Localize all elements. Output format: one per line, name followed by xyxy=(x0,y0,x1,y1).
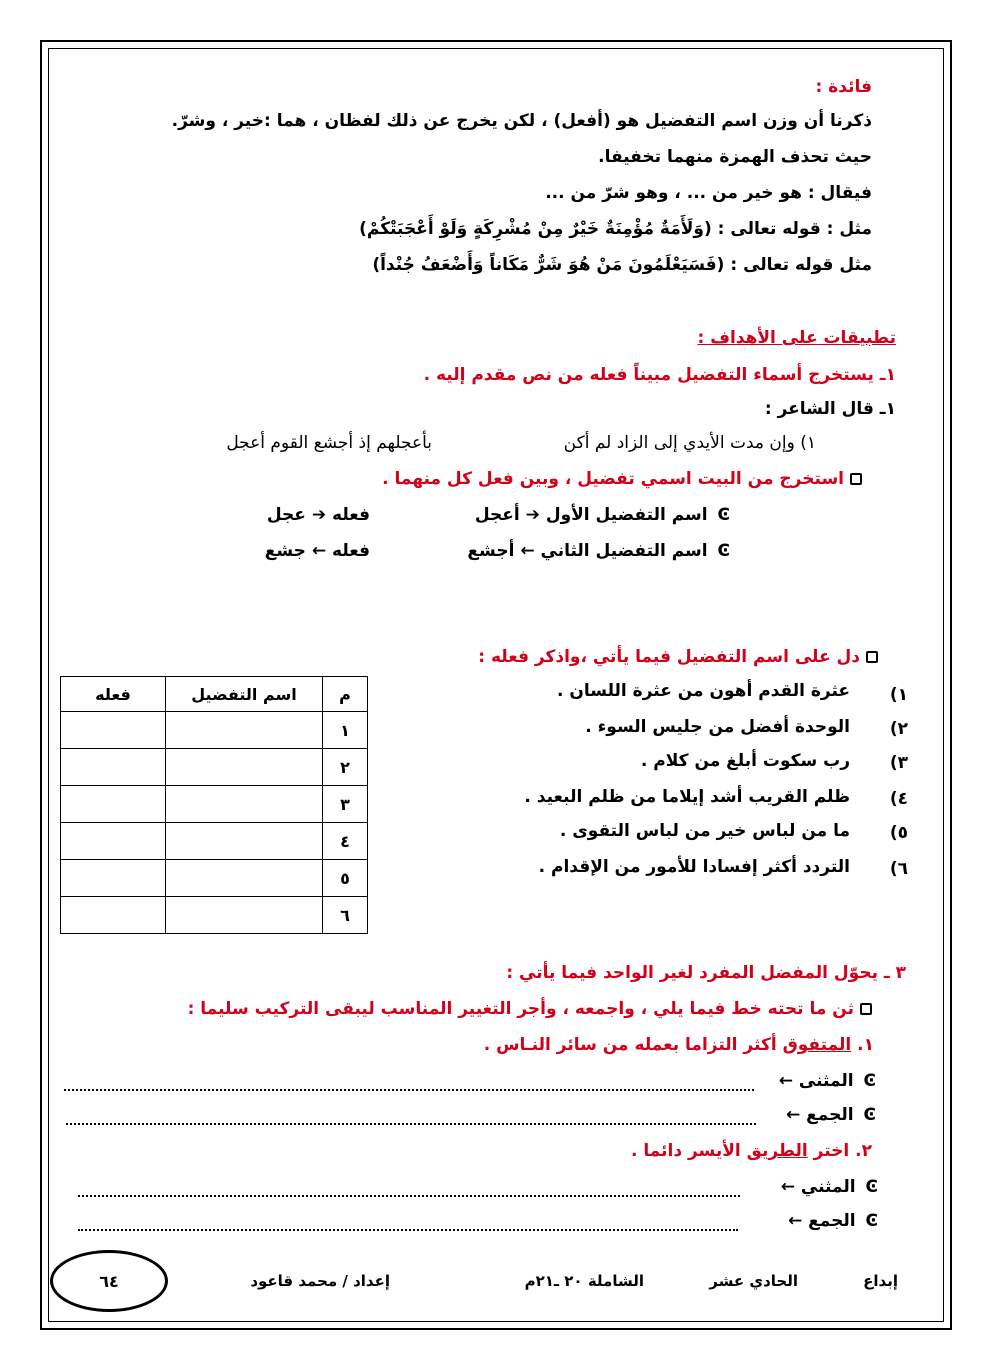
q2-item-5: ما من لباس خير من لباس التقوى . xyxy=(559,821,850,841)
page-number-oval xyxy=(50,1250,168,1312)
table-cell-noun[interactable] xyxy=(166,712,323,749)
q3-s2-dual-label: المثني xyxy=(800,1177,856,1197)
table-row xyxy=(61,860,368,897)
footer-brand: إبداع xyxy=(863,1272,898,1290)
checkbox-icon xyxy=(860,1003,872,1015)
table-cell-noun[interactable] xyxy=(166,786,323,823)
q3-s2-dual xyxy=(781,1176,878,1198)
answer-line-s1-dual[interactable] xyxy=(64,1088,754,1091)
answer-2-verb-label: فعله xyxy=(332,541,370,561)
arrow-left-icon: ➔ xyxy=(311,505,327,525)
table-header-num: م xyxy=(323,677,368,712)
q3-s1-underlined: المتفوق xyxy=(782,1035,852,1055)
bullet-icon: Ͼ xyxy=(717,505,730,525)
table-cell-noun[interactable] xyxy=(166,749,323,786)
answer-2-verb-value: جشع xyxy=(264,541,306,561)
answer-table xyxy=(60,676,368,934)
answer-line-s2-plural[interactable] xyxy=(78,1228,738,1231)
table-row xyxy=(61,897,368,934)
arrow-left-icon: ← xyxy=(785,1105,801,1125)
q3-sentence-2 xyxy=(631,1140,872,1162)
q2-item-num-6: ٦) xyxy=(889,859,908,879)
answer-line-s1-plural[interactable] xyxy=(66,1122,756,1125)
note-line-3: فيقال : هو خير من ... ، وهو شرّ من ... xyxy=(545,183,872,203)
footer-course: الشاملة ٢٠ ـ٢١م xyxy=(524,1272,644,1290)
checkbox-icon xyxy=(866,651,878,663)
q3-s2-plural xyxy=(788,1210,878,1232)
q3-s1-num: ١. xyxy=(857,1035,874,1055)
bullet-icon: Ͼ xyxy=(865,1211,878,1231)
q2-item-2: الوحدة أفضل من جليس السوء . xyxy=(585,717,850,737)
verse-second-hemistich: بأعجلهم إذ أجشع القوم أعجل xyxy=(226,433,432,453)
table-row-num: ٢ xyxy=(323,749,368,786)
answer-2-noun xyxy=(467,540,730,562)
q3-s1-plural xyxy=(786,1104,876,1126)
answer-1-verb-value: عجل xyxy=(266,505,306,525)
table-row xyxy=(61,786,368,823)
table-header-verb: فعله xyxy=(61,677,166,712)
q2-item-num-2: ٢) xyxy=(889,719,908,739)
q3-s2-underlined: الطريق xyxy=(746,1141,808,1161)
poet-label: ١ـ قال الشاعر : xyxy=(764,399,896,419)
checkbox-icon xyxy=(850,473,862,485)
answer-2-label: اسم التفضيل الثاني xyxy=(540,541,708,561)
table-row-num: ٤ xyxy=(323,823,368,860)
footer-grade: الحادي عشر xyxy=(709,1272,798,1290)
note-example-2: مثل قوله تعالى : (فَسَيَعْلَمُونَ مَنْ هُوَ شَرٌّ مَكَاناً وَأَضْعَفُ جُنْداً) xyxy=(372,255,872,275)
q3-s1-rest: أكثر التزاما بعمله من سائر النـاس . xyxy=(483,1035,783,1055)
table-cell-verb[interactable] xyxy=(61,860,166,897)
note-line-1: ذكرنا أن وزن اسم التفضيل هو (أفعل) ، لكن يخرج عن ذلك لفظان ، هما :خير ، وشرّ. xyxy=(171,111,872,131)
q2-item-4: ظلم القريب أشد إيلاما من ظلم البعيد . xyxy=(524,787,850,807)
table-header-noun: اسم التفضيل xyxy=(166,677,323,712)
table-row xyxy=(61,712,368,749)
answer-1-verb-label: فعله xyxy=(332,505,370,525)
bullet-icon: Ͼ xyxy=(717,541,730,561)
table-cell-noun[interactable] xyxy=(166,897,323,934)
bullet-icon: Ͼ xyxy=(863,1105,876,1125)
q2-instruction xyxy=(478,646,878,668)
note-example-1: مثل : قوله تعالى : (وَلَأَمَةٌ مُؤْمِنَةٌ خَيْرٌ مِنْ مُشْرِكَةٍ وَلَوْ أَعْجَبَتْكُمْ) xyxy=(359,219,872,239)
page-number: ٦٤ xyxy=(99,1271,119,1291)
arrow-left-icon: ← xyxy=(520,541,535,561)
arrow-left-icon: ➔ xyxy=(525,505,540,525)
table-row-num: ٦ xyxy=(323,897,368,934)
q3-s1-dual-label: المثنى xyxy=(798,1071,854,1091)
arrow-left-icon: ← xyxy=(780,1177,795,1197)
arrow-left-icon: ← xyxy=(787,1211,803,1231)
arrow-left-icon: ← xyxy=(311,541,327,561)
q2-item-6: التردد أكثر إفسادا للأمور من الإقدام . xyxy=(538,857,850,877)
extract-instruction-text: استخرج من البيت اسمي تفضيل ، وبين فعل كل منهما . xyxy=(382,469,844,489)
answer-line-s2-dual[interactable] xyxy=(78,1194,740,1197)
bullet-icon: Ͼ xyxy=(863,1071,876,1091)
arrow-left-icon: ← xyxy=(778,1071,793,1091)
answer-1-label: اسم التفضيل الأول xyxy=(545,505,708,525)
q3-s2-rest: الأيسر دائما . xyxy=(630,1141,747,1161)
q2-item-num-4: ٤) xyxy=(889,789,908,809)
table-row-num: ٥ xyxy=(323,860,368,897)
q3-s1-plural-label: الجمع xyxy=(806,1105,854,1125)
table-header-row xyxy=(61,677,368,712)
table-row-num: ١ xyxy=(323,712,368,749)
q3-s2-num: ٢. xyxy=(855,1141,872,1161)
q3-sentence-1 xyxy=(484,1034,874,1056)
q3-s1-dual xyxy=(779,1070,876,1092)
answer-2-noun-value: أجشع xyxy=(467,541,515,561)
q2-instruction-text: دل على اسم التفضيل فيما يأتي ،واذكر فعله : xyxy=(478,647,860,667)
table-cell-verb[interactable] xyxy=(61,712,166,749)
answer-1-noun-value: أعجل xyxy=(474,505,520,525)
table-cell-verb[interactable] xyxy=(61,823,166,860)
q2-item-num-1: ١) xyxy=(889,685,908,705)
q3-instruction-text: ثن ما تحته خط فيما يلي ، واجمعه ، وأجر التغيير المناسب ليبقى التركيب سليما : xyxy=(187,999,854,1019)
extract-instruction xyxy=(382,468,862,490)
q2-item-num-3: ٣) xyxy=(889,753,908,773)
table-cell-noun[interactable] xyxy=(166,823,323,860)
answer-1-noun xyxy=(475,504,730,526)
q2-item-1: عثرة القدم أهون من عثرة اللسان . xyxy=(557,681,850,701)
q2-item-3: رب سكوت أبلغ من كلام . xyxy=(640,751,850,771)
table-cell-verb[interactable] xyxy=(61,786,166,823)
q3-instruction xyxy=(188,998,872,1020)
table-row xyxy=(61,823,368,860)
q3-s2-pre: اختر xyxy=(807,1141,850,1161)
q1-title: ١ـ يستخرج أسماء التفضيل مبيناً فعله من نص مقدم إليه . xyxy=(423,365,896,385)
note-line-2: حيث تحذف الهمزة منهما تخفيفا. xyxy=(598,147,872,167)
note-heading: فائدة : xyxy=(815,77,872,97)
q3-s2-plural-label: الجمع xyxy=(808,1211,856,1231)
table-cell-verb[interactable] xyxy=(61,897,166,934)
table-cell-noun[interactable] xyxy=(166,860,323,897)
footer-author: إعداد / محمد قاعود xyxy=(250,1272,390,1290)
table-cell-verb[interactable] xyxy=(61,749,166,786)
answer-1-verb xyxy=(267,504,370,526)
applications-heading: تطبيقات على الأهداف : xyxy=(697,328,896,348)
bullet-icon: Ͼ xyxy=(865,1177,878,1197)
q3-title: ٣ ـ يحوّل المفضل المفرد لغير الواحد فيما يأتي : xyxy=(506,963,906,983)
verse-first-hemistich: ١) وإن مدت الأيدي إلى الزاد لم أكن xyxy=(563,433,816,453)
q2-item-num-5: ٥) xyxy=(889,823,908,843)
table-row-num: ٣ xyxy=(323,786,368,823)
answer-2-verb xyxy=(265,540,370,562)
table-row xyxy=(61,749,368,786)
